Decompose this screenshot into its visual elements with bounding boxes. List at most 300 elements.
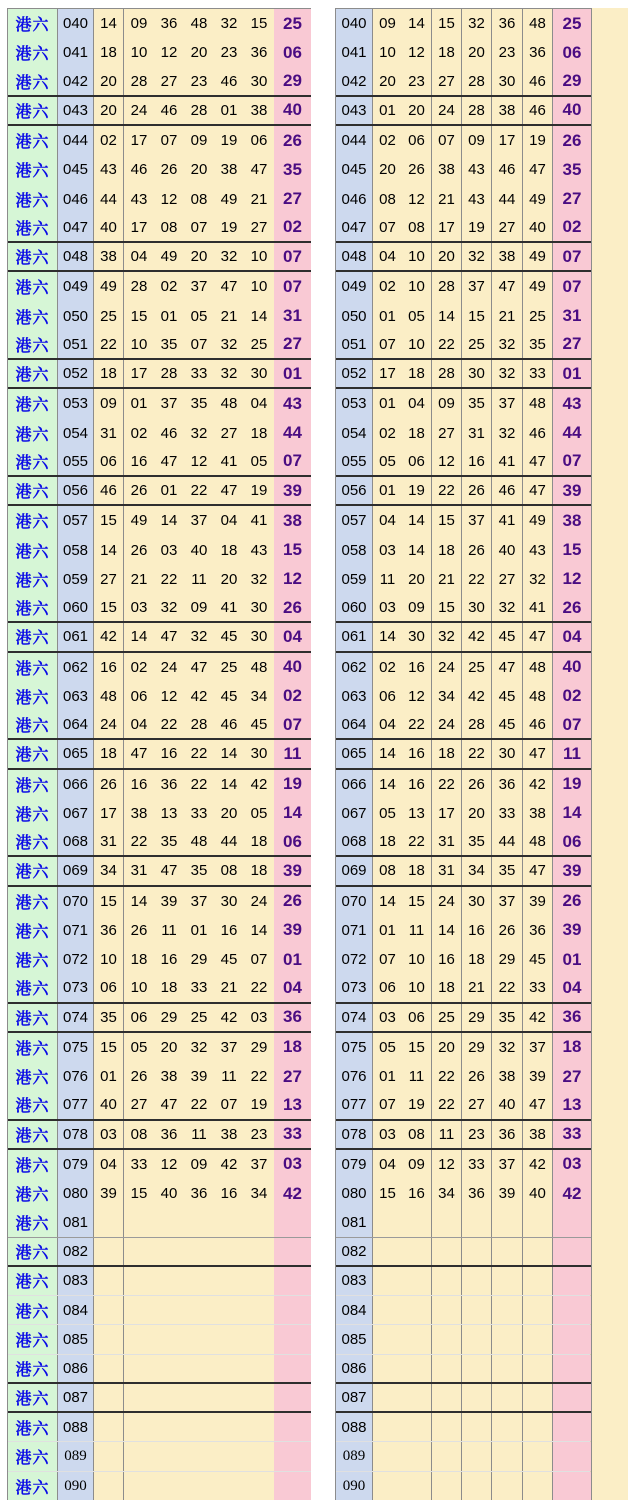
sorted-number-cell: 38	[523, 799, 553, 828]
table-row	[336, 272, 591, 301]
table-row	[8, 1121, 311, 1150]
sorted-number-cell: 15	[432, 506, 462, 535]
drawn-number: 29	[160, 1008, 178, 1026]
lottery-name-label: 港六	[8, 360, 58, 387]
drawn-numbers-group	[124, 214, 274, 241]
drawn-number: 20	[220, 570, 238, 588]
sorted-number-cell: 22	[462, 740, 492, 767]
table-row	[336, 243, 591, 272]
sorted-numbers-group	[373, 887, 432, 916]
drawn-number: 38	[220, 161, 238, 179]
drawn-number: 12	[190, 452, 208, 470]
drawn-number-cell: 40	[94, 214, 124, 241]
drawn-number: 18	[250, 862, 268, 880]
drawn-number: 11	[191, 1125, 207, 1143]
special-number: 25	[553, 9, 591, 38]
sorted-numbers-group	[373, 9, 432, 38]
issue-number: 062	[336, 653, 373, 682]
special-number	[274, 1355, 311, 1382]
lottery-name-label: 港六	[8, 155, 58, 184]
issue-number: 072	[336, 945, 373, 974]
table-row	[336, 916, 591, 945]
special-number: 01	[274, 945, 311, 974]
sorted-number-cell	[462, 1267, 492, 1295]
drawn-number-cell: 26	[94, 770, 124, 799]
sorted-number-cell: 36	[492, 770, 523, 799]
drawn-number: 32	[220, 365, 238, 383]
table-row	[336, 887, 591, 916]
drawn-number: 34	[250, 1185, 268, 1203]
special-number: 31	[274, 302, 311, 331]
sorted-number-cell: 44	[492, 185, 523, 214]
lottery-name-label: 港六	[8, 623, 58, 650]
lottery-name-label: 港六	[8, 68, 58, 95]
sorted-number-cell: 30	[462, 360, 492, 387]
table-row	[336, 682, 591, 711]
sorted-number-cell: 37	[492, 1150, 523, 1179]
sorted-number-cell: 42	[523, 770, 553, 799]
drawn-number: 05	[130, 1038, 148, 1056]
sorted-numbers-group	[373, 1033, 432, 1062]
drawn-number: 37	[160, 395, 178, 413]
drawn-number: 07	[250, 951, 268, 969]
table-row	[336, 1267, 591, 1296]
sorted-number-cell: 33	[523, 974, 553, 1001]
sorted-numbers-group	[373, 1004, 432, 1031]
sorted-number-cell	[462, 1442, 492, 1470]
sorted-numbers-group	[373, 155, 432, 184]
drawn-number: 28	[160, 365, 178, 383]
sorted-number-cell: 47	[492, 653, 523, 682]
special-number: 02	[553, 682, 591, 711]
issue-number: 058	[58, 536, 94, 565]
drawn-number: 45	[220, 687, 238, 705]
issue-number: 058	[336, 536, 373, 565]
sorted-number-cell: 37	[492, 887, 523, 916]
drawn-number: 02	[379, 132, 396, 150]
drawn-numbers-group	[124, 1267, 274, 1295]
sorted-number-cell	[462, 1472, 492, 1500]
special-number	[274, 1472, 311, 1500]
sorted-number-cell: 30	[492, 740, 523, 767]
sorted-numbers-group	[373, 1384, 432, 1411]
issue-number: 061	[58, 623, 94, 650]
issue-number: 088	[336, 1413, 373, 1441]
table-row	[8, 1179, 311, 1208]
sorted-numbers-group	[373, 126, 432, 155]
lottery-name-label: 港六	[8, 1384, 58, 1411]
sorted-numbers-group	[373, 1179, 432, 1208]
drawn-number: 20	[408, 101, 425, 119]
sorted-number-cell: 35	[462, 389, 492, 418]
drawn-number: 30	[220, 892, 238, 910]
lottery-name-label: 港六	[8, 506, 58, 535]
drawn-number: 12	[160, 1155, 178, 1173]
sorted-number-cell: 18	[432, 740, 462, 767]
drawn-number-cell: 14	[94, 536, 124, 565]
issue-number: 078	[58, 1121, 94, 1148]
sorted-number-cell: 47	[523, 155, 553, 184]
lottery-name-label: 港六	[8, 857, 58, 884]
drawn-number-cell: 04	[94, 1150, 124, 1179]
sorted-number-cell: 17	[432, 799, 462, 828]
drawn-number: 47	[160, 628, 178, 646]
drawn-number: 08	[379, 862, 396, 880]
issue-number: 079	[58, 1150, 94, 1179]
sorted-numbers-group	[373, 682, 432, 711]
drawn-number: 45	[250, 716, 268, 734]
issue-number: 086	[336, 1355, 373, 1382]
drawn-number: 47	[160, 452, 178, 470]
drawn-number: 37	[190, 278, 208, 296]
drawn-number-cell: 38	[94, 243, 124, 270]
table-row	[8, 945, 311, 974]
table-row	[8, 1355, 311, 1384]
drawn-number: 49	[130, 512, 148, 530]
table-row	[336, 302, 591, 331]
sorted-number-cell	[492, 1325, 523, 1353]
drawn-number: 27	[130, 1096, 148, 1114]
sorted-number-cell: 36	[523, 916, 553, 945]
drawn-number-cell: 10	[94, 945, 124, 974]
sorted-number-cell: 31	[432, 828, 462, 855]
table-row	[8, 506, 311, 535]
lottery-name-label: 港六	[8, 740, 58, 767]
drawn-numbers-group	[124, 331, 274, 358]
special-number: 39	[553, 477, 591, 504]
drawn-number: 01	[190, 921, 208, 939]
drawn-number: 05	[379, 1038, 396, 1056]
drawn-number: 35	[160, 833, 178, 851]
lottery-name-label: 港六	[8, 477, 58, 504]
drawn-number-cell: 36	[94, 916, 124, 945]
sorted-number-cell: 35	[492, 857, 523, 884]
drawn-number-cell: 25	[94, 302, 124, 331]
drawn-number: 02	[130, 658, 148, 676]
table-row	[8, 536, 311, 565]
drawn-number: 20	[379, 72, 396, 90]
table-row	[8, 1442, 311, 1471]
drawn-number-cell	[94, 1355, 124, 1382]
drawn-number: 33	[190, 365, 208, 383]
drawn-number: 28	[130, 278, 148, 296]
drawn-number-cell: 17	[94, 799, 124, 828]
issue-number: 083	[336, 1267, 373, 1295]
lottery-name-label: 港六	[8, 1296, 58, 1324]
table-row	[336, 9, 591, 38]
drawn-number: 04	[220, 512, 238, 530]
sorted-number-cell: 36	[492, 1121, 523, 1148]
sorted-number-cell	[492, 1267, 523, 1295]
sorted-number-cell: 21	[432, 185, 462, 214]
issue-number: 062	[58, 653, 94, 682]
table-row	[8, 1413, 311, 1442]
drawn-number-cell: 15	[94, 594, 124, 621]
sorted-number-cell: 38	[523, 1121, 553, 1148]
drawn-number: 30	[408, 628, 425, 646]
lottery-name-label: 港六	[8, 945, 58, 974]
drawn-number: 41	[220, 452, 238, 470]
sorted-number-cell: 32	[462, 243, 492, 270]
drawn-number: 23	[190, 72, 208, 90]
sorted-number-cell: 40	[492, 1091, 523, 1118]
drawn-number: 10	[408, 335, 425, 353]
sorted-number-cell: 14	[432, 916, 462, 945]
sorted-number-cell: 47	[523, 857, 553, 884]
issue-number: 060	[336, 594, 373, 621]
drawn-number: 08	[160, 218, 178, 236]
sorted-numbers-group	[373, 1208, 432, 1236]
drawn-number: 30	[250, 628, 268, 646]
sorted-number-cell: 35	[492, 1004, 523, 1031]
drawn-number: 13	[408, 804, 425, 822]
drawn-number: 48	[250, 658, 268, 676]
issue-number: 069	[336, 857, 373, 884]
sorted-number-cell: 38	[492, 1062, 523, 1091]
drawn-number: 10	[250, 278, 268, 296]
sorted-number-cell: 28	[462, 68, 492, 95]
issue-number: 068	[58, 828, 94, 855]
table-row	[336, 653, 591, 682]
sorted-numbers-group	[373, 857, 432, 884]
sorted-numbers-group	[373, 419, 432, 448]
drawn-numbers-group	[124, 623, 274, 650]
sorted-number-cell: 31	[432, 857, 462, 884]
drawn-number: 01	[160, 482, 178, 500]
sorted-number-cell	[523, 1355, 553, 1382]
issue-number: 043	[58, 97, 94, 124]
sorted-number-cell: 16	[432, 945, 462, 974]
sorted-number-cell: 49	[523, 185, 553, 214]
special-number	[274, 1384, 311, 1411]
issue-number: 076	[336, 1062, 373, 1091]
special-number: 36	[274, 1004, 311, 1031]
drawn-number: 22	[408, 833, 425, 851]
drawn-number: 22	[160, 716, 178, 734]
special-number: 04	[274, 623, 311, 650]
sorted-number-cell: 41	[523, 594, 553, 621]
lottery-name-label: 港六	[8, 1179, 58, 1208]
issue-number: 070	[58, 887, 94, 916]
table-row	[8, 1296, 311, 1325]
drawn-number-cell	[94, 1325, 124, 1353]
drawn-number: 05	[250, 804, 268, 822]
drawn-number-cell: 22	[94, 331, 124, 358]
table-row	[336, 419, 591, 448]
lottery-name-label: 港六	[8, 389, 58, 418]
drawn-number: 20	[190, 44, 208, 62]
special-number: 29	[274, 68, 311, 95]
special-number: 07	[553, 711, 591, 738]
drawn-number-cell: 16	[94, 653, 124, 682]
drawn-number: 32	[250, 570, 268, 588]
table-row	[336, 1091, 591, 1120]
special-number	[274, 1238, 311, 1265]
drawn-number: 42	[220, 1155, 238, 1173]
issue-number: 064	[336, 711, 373, 738]
special-number: 15	[553, 536, 591, 565]
drawn-number: 04	[379, 512, 396, 530]
sorted-number-cell: 36	[523, 38, 553, 67]
issue-number: 071	[336, 916, 373, 945]
drawn-number: 14	[250, 307, 268, 325]
table-row	[8, 360, 311, 389]
sorted-number-cell: 20	[432, 243, 462, 270]
drawn-numbers-group	[124, 1121, 274, 1148]
drawn-numbers-group	[124, 1442, 274, 1470]
special-number: 11	[553, 740, 591, 767]
drawn-number: 14	[408, 541, 425, 559]
drawn-number: 06	[130, 687, 148, 705]
lottery-name-label: 港六	[8, 1413, 58, 1441]
special-number: 38	[274, 506, 311, 535]
lottery-name-label: 港六	[8, 974, 58, 1001]
sorted-numbers-group	[373, 302, 432, 331]
special-number: 25	[274, 9, 311, 38]
special-number: 02	[553, 214, 591, 241]
drawn-number: 25	[220, 658, 238, 676]
drawn-number: 07	[190, 335, 208, 353]
drawn-number: 09	[190, 132, 208, 150]
drawn-numbers-group	[124, 1179, 274, 1208]
lottery-name-label: 港六	[8, 653, 58, 682]
drawn-number: 11	[408, 1068, 425, 1086]
drawn-number: 07	[379, 1096, 396, 1114]
drawn-number-cell: 43	[94, 155, 124, 184]
sorted-number-cell: 37	[462, 272, 492, 301]
sorted-number-cell	[523, 1413, 553, 1441]
drawn-number: 06	[408, 1008, 425, 1026]
sorted-number-cell: 26	[462, 1062, 492, 1091]
table-row	[336, 799, 591, 828]
drawn-number: 40	[160, 1185, 178, 1203]
issue-number: 067	[336, 799, 373, 828]
lottery-name-label: 港六	[8, 565, 58, 594]
sorted-numbers-group	[373, 1121, 432, 1148]
drawn-number: 18	[130, 951, 148, 969]
drawn-number: 03	[379, 599, 396, 617]
drawn-number: 26	[130, 1068, 148, 1086]
drawn-number: 17	[130, 365, 148, 383]
special-number	[553, 1442, 591, 1470]
sorted-number-cell: 25	[432, 1004, 462, 1031]
drawn-number: 01	[379, 1068, 396, 1086]
table-row	[336, 389, 591, 418]
table-row	[8, 828, 311, 857]
sorted-numbers-group	[373, 272, 432, 301]
issue-number: 069	[58, 857, 94, 884]
drawn-number: 11	[408, 921, 425, 939]
sorted-number-cell	[432, 1238, 462, 1265]
sorted-numbers-group	[373, 506, 432, 535]
special-number: 39	[274, 477, 311, 504]
drawn-numbers-group	[124, 857, 274, 884]
issue-number: 054	[336, 419, 373, 448]
lottery-name-label: 港六	[8, 214, 58, 241]
sorted-numbers-group	[373, 623, 432, 650]
drawn-number: 32	[190, 628, 208, 646]
sorted-number-cell	[492, 1472, 523, 1500]
drawn-number: 15	[379, 1185, 396, 1203]
sorted-numbers-group	[373, 1355, 432, 1382]
table-row	[8, 1004, 311, 1033]
issue-number: 072	[58, 945, 94, 974]
sorted-number-cell: 26	[462, 477, 492, 504]
sorted-number-cell	[523, 1208, 553, 1236]
drawn-number: 38	[160, 1068, 178, 1086]
issue-number: 048	[336, 243, 373, 270]
drawn-number-cell: 42	[94, 623, 124, 650]
sorted-number-cell: 45	[492, 623, 523, 650]
drawn-number: 30	[250, 72, 268, 90]
special-number	[274, 1442, 311, 1470]
special-number	[553, 1355, 591, 1382]
drawn-numbers-group	[124, 565, 274, 594]
sorted-number-cell	[492, 1413, 523, 1441]
sorted-number-cell	[523, 1238, 553, 1265]
issue-number: 084	[58, 1296, 94, 1324]
sorted-number-cell: 43	[523, 536, 553, 565]
special-number: 03	[274, 1150, 311, 1179]
issue-number: 077	[336, 1091, 373, 1118]
drawn-number: 36	[250, 44, 268, 62]
issue-number: 086	[58, 1355, 94, 1382]
table-row	[336, 974, 591, 1003]
special-number: 33	[274, 1121, 311, 1148]
issue-number: 046	[58, 185, 94, 214]
drawn-number: 23	[250, 1125, 268, 1143]
issue-number: 068	[336, 828, 373, 855]
drawn-number: 46	[130, 161, 148, 179]
table-row	[8, 448, 311, 477]
table-row	[8, 302, 311, 331]
drawn-numbers-group	[124, 974, 274, 1001]
table-row	[8, 331, 311, 360]
lottery-name-label: 港六	[8, 448, 58, 475]
drawn-number-cell: 46	[94, 477, 124, 504]
special-number: 12	[274, 565, 311, 594]
drawn-number: 21	[220, 307, 238, 325]
lottery-name-label: 港六	[8, 302, 58, 331]
sorted-numbers-group	[373, 536, 432, 565]
drawn-number: 14	[379, 745, 396, 763]
sorted-number-cell	[523, 1267, 553, 1295]
drawn-number: 48	[190, 833, 208, 851]
table-row	[8, 1267, 311, 1296]
sorted-number-cell: 47	[523, 1091, 553, 1118]
issue-number: 045	[336, 155, 373, 184]
drawn-number: 04	[379, 1155, 396, 1173]
table-row	[8, 389, 311, 418]
table-row	[8, 9, 311, 38]
sorted-number-cell: 47	[523, 448, 553, 475]
sorted-number-cell: 26	[492, 916, 523, 945]
drawn-number: 48	[190, 15, 208, 33]
sorted-number-cell: 37	[523, 1033, 553, 1062]
sorted-number-cell: 47	[523, 477, 553, 504]
table-row	[336, 448, 591, 477]
drawn-number: 02	[379, 424, 396, 442]
sorted-numbers-group	[373, 828, 432, 855]
sorted-number-cell	[492, 1296, 523, 1324]
sorted-number-cell: 27	[432, 419, 462, 448]
drawn-number-cell	[94, 1442, 124, 1470]
drawn-number: 44	[220, 833, 238, 851]
table-row	[336, 565, 591, 594]
lottery-name-label: 港六	[8, 799, 58, 828]
sorted-number-cell: 25	[462, 331, 492, 358]
sorted-number-cell: 19	[523, 126, 553, 155]
